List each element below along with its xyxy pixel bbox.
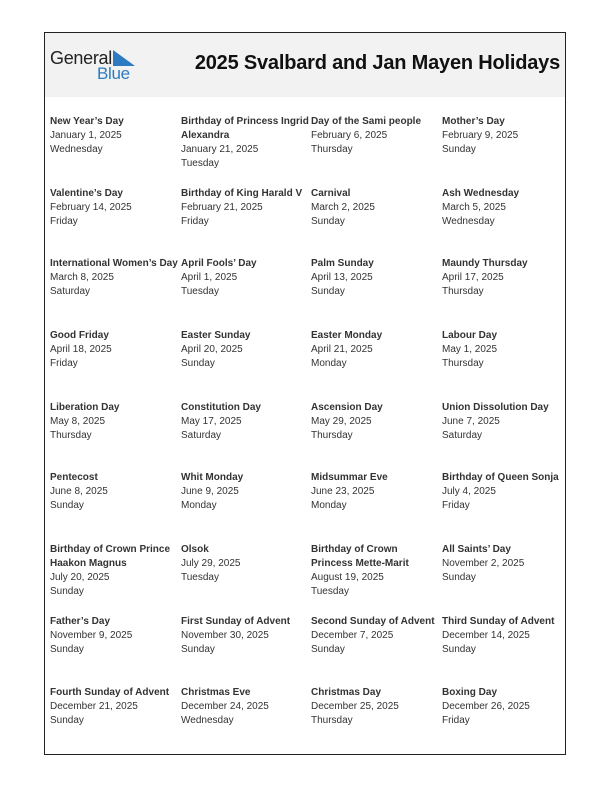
holiday-name: Constitution Day (181, 402, 261, 413)
holiday-name: Easter Monday (311, 330, 383, 341)
holiday-weekday: Sunday (181, 358, 215, 369)
generalblue-logo (50, 46, 140, 86)
holiday-weekday: Sunday (50, 644, 84, 655)
page-title: 2025 Svalbard and Jan Mayen Holidays (194, 52, 560, 74)
holiday-weekday: Saturday (181, 430, 222, 441)
holiday-entry (442, 615, 570, 657)
holiday-entry (442, 257, 570, 299)
holiday-entry (50, 686, 178, 728)
holiday-entry (442, 471, 570, 513)
holiday-date: July 20, 2025 (50, 572, 110, 583)
holiday-entry (311, 686, 439, 728)
holiday-entry (181, 257, 309, 299)
page-header (45, 33, 565, 97)
holiday-name: Christmas Day (311, 687, 382, 698)
holiday-name: Union Dissolution Day (442, 402, 549, 413)
holiday-date: June 9, 2025 (181, 486, 239, 497)
holiday-weekday: Saturday (50, 286, 91, 297)
holiday-entry (311, 543, 439, 599)
holiday-date: March 2, 2025 (311, 202, 375, 213)
holiday-weekday: Wednesday (442, 216, 495, 227)
holiday-date: December 21, 2025 (50, 701, 138, 712)
holiday-name: Birthday of Crown Princess Mette-Marit (311, 544, 409, 569)
holiday-date: February 14, 2025 (50, 202, 132, 213)
holiday-name: Labour Day (442, 330, 498, 341)
holiday-date: December 26, 2025 (442, 701, 530, 712)
holiday-weekday: Thursday (311, 430, 353, 441)
holiday-date: May 8, 2025 (50, 416, 106, 427)
holiday-name: First Sunday of Advent (181, 616, 291, 627)
holiday-entry (181, 615, 309, 657)
holiday-weekday: Friday (181, 216, 209, 227)
holiday-name: Boxing Day (442, 687, 498, 698)
holiday-date: April 1, 2025 (181, 272, 238, 283)
holiday-date: February 9, 2025 (442, 130, 519, 141)
holiday-weekday: Tuesday (181, 286, 219, 297)
logo-word-blue: Blue (97, 64, 130, 83)
holiday-entry (442, 187, 570, 229)
holiday-date: June 23, 2025 (311, 486, 375, 497)
holiday-name: Christmas Eve (181, 687, 251, 698)
holiday-entry (181, 543, 309, 585)
holiday-date: November 30, 2025 (181, 630, 269, 641)
holiday-name: Maundy Thursday (442, 258, 528, 269)
holiday-name: Palm Sunday (311, 258, 374, 269)
holiday-weekday: Tuesday (311, 586, 349, 597)
holiday-name: Day of the Sami people (311, 116, 422, 127)
holiday-entry (442, 329, 570, 371)
holiday-weekday: Wednesday (50, 144, 103, 155)
holiday-weekday: Saturday (442, 430, 483, 441)
holiday-name: Fourth Sunday of Advent (50, 687, 170, 698)
holiday-weekday: Thursday (50, 430, 92, 441)
holiday-name: Birthday of Princess Ingrid Alexandra (181, 116, 309, 141)
holiday-entry (311, 257, 439, 299)
holiday-name: Ash Wednesday (442, 188, 520, 199)
holiday-name: Pentecost (50, 472, 98, 483)
logo-word-general: General (50, 48, 112, 68)
holiday-weekday: Thursday (311, 144, 353, 155)
holiday-entry (50, 615, 178, 657)
holiday-weekday: Friday (50, 358, 78, 369)
holiday-date: December 25, 2025 (311, 701, 399, 712)
holiday-entry (181, 401, 309, 443)
holiday-name: Birthday of Queen Sonja (442, 472, 559, 483)
holiday-name: Easter Sunday (181, 330, 251, 341)
holiday-date: April 13, 2025 (311, 272, 373, 283)
holiday-entry (181, 686, 309, 728)
holiday-date: December 14, 2025 (442, 630, 530, 641)
holiday-date: June 8, 2025 (50, 486, 108, 497)
holiday-date: April 20, 2025 (181, 344, 243, 355)
holiday-entry (50, 471, 178, 513)
holiday-entry (311, 471, 439, 513)
holiday-date: January 21, 2025 (181, 144, 259, 155)
holiday-name: Valentine’s Day (50, 188, 123, 199)
holiday-date: May 17, 2025 (181, 416, 242, 427)
holiday-entry (50, 543, 178, 599)
holiday-date: July 4, 2025 (442, 486, 496, 497)
holiday-date: November 9, 2025 (50, 630, 133, 641)
holiday-name: Olsok (181, 544, 209, 555)
holiday-name: Father’s Day (50, 616, 111, 627)
holiday-entry (181, 471, 309, 513)
holiday-entry (50, 115, 178, 157)
holiday-entry (311, 187, 439, 229)
holiday-weekday: Sunday (311, 644, 345, 655)
holiday-name: All Saints’ Day (442, 544, 511, 555)
holiday-date: March 5, 2025 (442, 202, 506, 213)
holiday-weekday: Friday (442, 715, 470, 726)
calendar-page (44, 32, 566, 755)
holiday-date: February 6, 2025 (311, 130, 388, 141)
holiday-entry (50, 401, 178, 443)
holiday-entry (181, 115, 309, 171)
holiday-weekday: Sunday (442, 144, 476, 155)
holiday-name: Birthday of King Harald V (181, 188, 303, 199)
holiday-weekday: Thursday (442, 286, 484, 297)
holiday-entry (442, 543, 570, 585)
holiday-name: New Year’s Day (50, 116, 124, 127)
holiday-entry (311, 615, 439, 657)
holiday-name: Mother’s Day (442, 116, 505, 127)
holiday-date: August 19, 2025 (311, 572, 384, 583)
holiday-date: April 17, 2025 (442, 272, 504, 283)
holiday-date: June 7, 2025 (442, 416, 500, 427)
holiday-name: Good Friday (50, 330, 109, 341)
holiday-date: July 29, 2025 (181, 558, 241, 569)
holiday-weekday: Monday (311, 500, 347, 511)
holiday-name: International Women’s Day (50, 258, 178, 269)
holiday-date: November 2, 2025 (442, 558, 525, 569)
holiday-weekday: Sunday (442, 572, 476, 583)
holiday-date: March 8, 2025 (50, 272, 114, 283)
holiday-weekday: Monday (181, 500, 217, 511)
holiday-date: May 29, 2025 (311, 416, 372, 427)
holiday-weekday: Thursday (311, 715, 353, 726)
holiday-date: December 7, 2025 (311, 630, 394, 641)
holiday-weekday: Sunday (442, 644, 476, 655)
holiday-name: Second Sunday of Advent (311, 616, 435, 627)
holiday-weekday: Monday (311, 358, 347, 369)
holiday-name: April Fools’ Day (181, 258, 257, 269)
holiday-entry (181, 329, 309, 371)
holiday-name: Liberation Day (50, 402, 120, 413)
holiday-weekday: Friday (50, 216, 78, 227)
holiday-weekday: Sunday (311, 286, 345, 297)
holiday-entry (442, 115, 570, 157)
holiday-weekday: Wednesday (181, 715, 234, 726)
holiday-weekday: Tuesday (181, 158, 219, 169)
holiday-name: Whit Monday (181, 472, 244, 483)
holiday-date: May 1, 2025 (442, 344, 498, 355)
holiday-name: Third Sunday of Advent (442, 616, 555, 627)
holiday-weekday: Sunday (311, 216, 345, 227)
holiday-date: February 21, 2025 (181, 202, 263, 213)
holiday-date: January 1, 2025 (50, 130, 122, 141)
holiday-weekday: Sunday (50, 500, 84, 511)
holiday-entry (442, 401, 570, 443)
holiday-date: April 18, 2025 (50, 344, 112, 355)
holiday-entry (50, 187, 178, 229)
holiday-weekday: Friday (442, 500, 470, 511)
holiday-entry (442, 686, 570, 728)
holiday-entry (181, 187, 309, 229)
holiday-name: Ascension Day (311, 402, 383, 413)
holiday-weekday: Sunday (50, 715, 84, 726)
holiday-entry (50, 329, 178, 371)
holiday-weekday: Sunday (181, 644, 215, 655)
holiday-name: Birthday of Crown Prince Haakon Magnus (50, 544, 171, 569)
holiday-weekday: Tuesday (181, 572, 219, 583)
holiday-entry (311, 401, 439, 443)
holiday-name: Midsummar Eve (311, 472, 388, 483)
holiday-name: Carnival (311, 188, 351, 199)
holiday-date: April 21, 2025 (311, 344, 373, 355)
holiday-entry (50, 257, 178, 299)
holiday-date: December 24, 2025 (181, 701, 269, 712)
holiday-weekday: Thursday (442, 358, 484, 369)
holiday-entry (311, 329, 439, 371)
holiday-entry (311, 115, 439, 157)
holiday-weekday: Sunday (50, 586, 84, 597)
